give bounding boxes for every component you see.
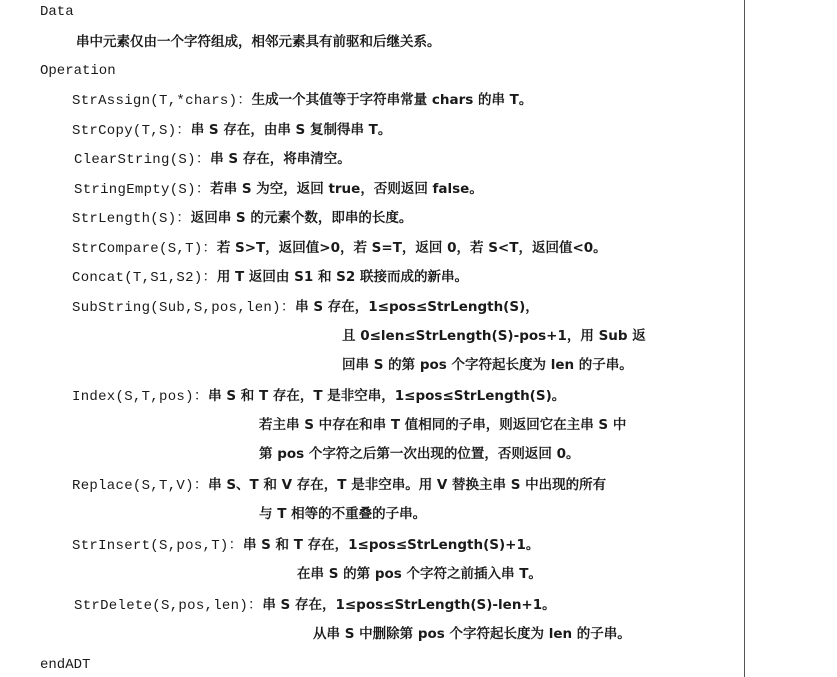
op-description: 生成一个其值等于字符串常量 chars 的串 T。 [251,92,533,108]
right-border-line [744,0,745,677]
end-adt-keyword: endADT [40,657,91,673]
op-description: 串 S 和 T 存在，1≤pos≤StrLength(S)+1。 [242,537,540,553]
op-str-assign [72,91,532,110]
op-replace [72,476,606,495]
op-str-delete [74,596,556,615]
op-description-continued: 与 T 相等的不重叠的子串。 [259,506,427,522]
op-description: 用 T 返回由 S1 和 S2 联接而成的新串。 [216,269,468,285]
op-description-continued: 从串 S 中删除第 pos 个字符起长度为 len 的子串。 [313,626,631,642]
op-signature: Concat(T,S1,S2)： [72,270,217,286]
op-description-continued: 且 0≤len≤StrLength(S)-pos+1，用 Sub 返 [342,328,646,344]
op-str-compare [72,239,607,258]
op-description: 串 S、T 和 V 存在，T 是非空串。用 V 替换主串 S 中出现的所有 [208,477,607,493]
op-description-continued: 回串 S 的第 pos 个字符起长度为 len 的子串。 [342,357,633,373]
op-description: 串 S 存在，1≤pos≤StrLength(S)， [295,299,539,315]
op-signature: StrCompare(S,T)： [72,241,217,257]
op-index [72,387,565,406]
op-string-empty [74,180,483,199]
op-signature: StrInsert(S,pos,T)： [72,538,243,554]
op-signature: ClearString(S)： [74,152,211,168]
op-description: 串 S 存在，由串 S 复制得串 T。 [190,122,392,138]
op-signature: SubString(Sub,S,pos,len)： [72,300,296,316]
op-sub-string [72,298,539,317]
op-description-continued: 若主串 S 中存在和串 T 值相同的子串，则返回它在主串 S 中 [259,417,627,433]
op-signature: StrCopy(T,S)： [72,123,191,139]
op-signature: StrDelete(S,pos,len)： [74,598,263,614]
op-signature: Replace(S,T,V)： [72,478,209,494]
op-concat [72,268,468,287]
op-description: 串 S 存在，将串清空。 [210,151,351,167]
op-description: 串 S 和 T 存在，T 是非空串，1≤pos≤StrLength(S)。 [208,388,566,404]
op-description-continued: 在串 S 的第 pos 个字符之前插入串 T。 [297,566,542,582]
op-description: 若 S>T，返回值>0，若 S=T，返回 0，若 S<T，返回值<0。 [216,240,607,256]
op-signature: StringEmpty(S)： [74,182,211,198]
op-signature: StrLength(S)： [72,211,191,227]
op-description-continued: 第 pos 个字符之后第一次出现的位置，否则返回 0。 [259,446,580,462]
op-signature: StrAssign(T,*chars)： [72,93,252,109]
op-clear-string [74,150,351,169]
op-str-insert [72,536,539,555]
op-description: 返回串 S 的元素个数，即串的长度。 [190,210,413,226]
op-str-copy [72,121,391,140]
op-signature: Index(S,T,pos)： [72,389,209,405]
op-str-length [72,209,412,228]
op-description: 若串 S 为空，返回 true，否则返回 false。 [210,181,483,197]
data-keyword: Data [40,4,74,20]
operation-keyword: Operation [40,63,116,79]
data-description: 串中元素仅由一个字符组成，相邻元素具有前驱和后继关系。 [76,34,441,50]
op-description: 串 S 存在，1≤pos≤StrLength(S)-len+1。 [262,597,556,613]
